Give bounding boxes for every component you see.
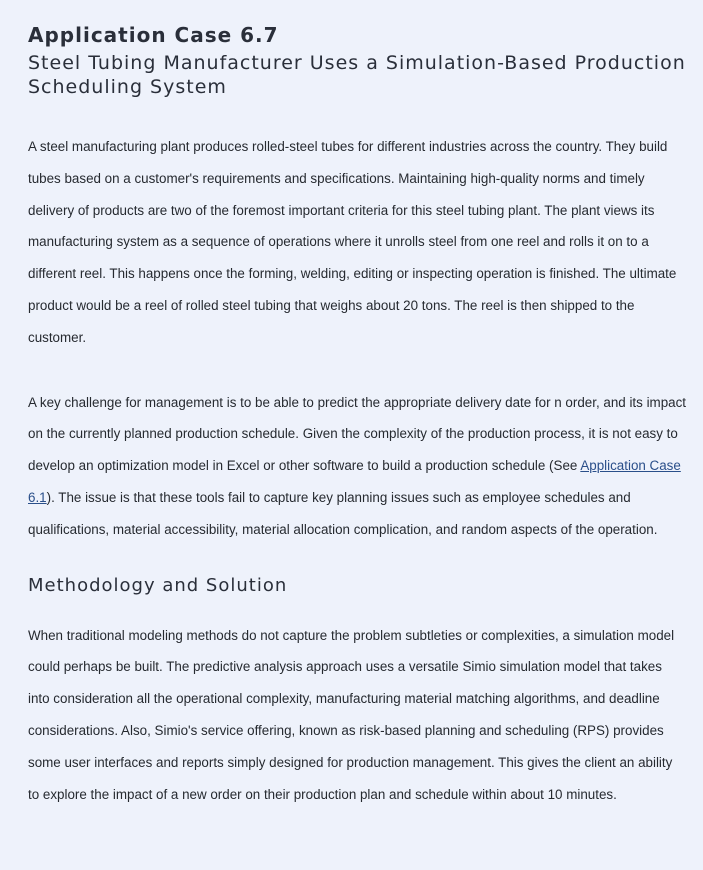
paragraph-challenge-text-end: ). The issue is that these tools fail to capture key planning issues such as employee schedules and qualifications, material accessibility, material allocation complication, and random aspects of the operation.: [28, 489, 658, 537]
paragraph-methodology: When traditional modeling methods do not capture the problem subtleties or complexities, a simulation model could perhaps be built. The predictive analysis approach uses a versatile Simio simulation model that takes into consideration all the operational complexity, manufacturing material matching algorithms, and deadline considerations. Also, Simio's service offering, known as risk-based planning and scheduling (RPS) provides some user interfaces and reports simply designed for production management. This gives the client an ability to explore the impact of a new order on their production plan and schedule within about 10 minutes.: [28, 627, 675, 802]
section-heading-methodology: Methodology and Solution: [28, 574, 288, 596]
case-title: Steel Tubing Manufacturer Uses a Simulation-Based Production Scheduling System: [28, 52, 686, 98]
paragraph-challenge-text-start: A key challenge for management is to be able to predict the appropriate delivery date for n order, and its impact on the currently planned production schedule. Given the complexity of the production process, it is not easy to develop an optimization model in Excel or other software to build a production schedule (See: [28, 394, 687, 474]
application-case-link[interactable]: Application Case 6.1: [28, 458, 681, 505]
paragraph-challenge: [28, 387, 687, 546]
case-label: Application Case 6.7: [28, 23, 279, 47]
paragraph-intro: A steel manufacturing plant produces rolled-steel tubes for different industries across the country. They build tubes based on a customer's requirements and specifications. Maintaining high-quality norms and timely delivery of products are two of the foremost important criteria for this steel tubing plant. The plant views its manufacturing system as a sequence of operations where it unrolls steel from one reel and rolls it on to a different reel. This happens once the forming, welding, editing or inspecting operation is finished. The ultimate product would be a reel of rolled steel tubing that weighs about 20 tons. The reel is then shipped to the customer.: [28, 139, 677, 345]
